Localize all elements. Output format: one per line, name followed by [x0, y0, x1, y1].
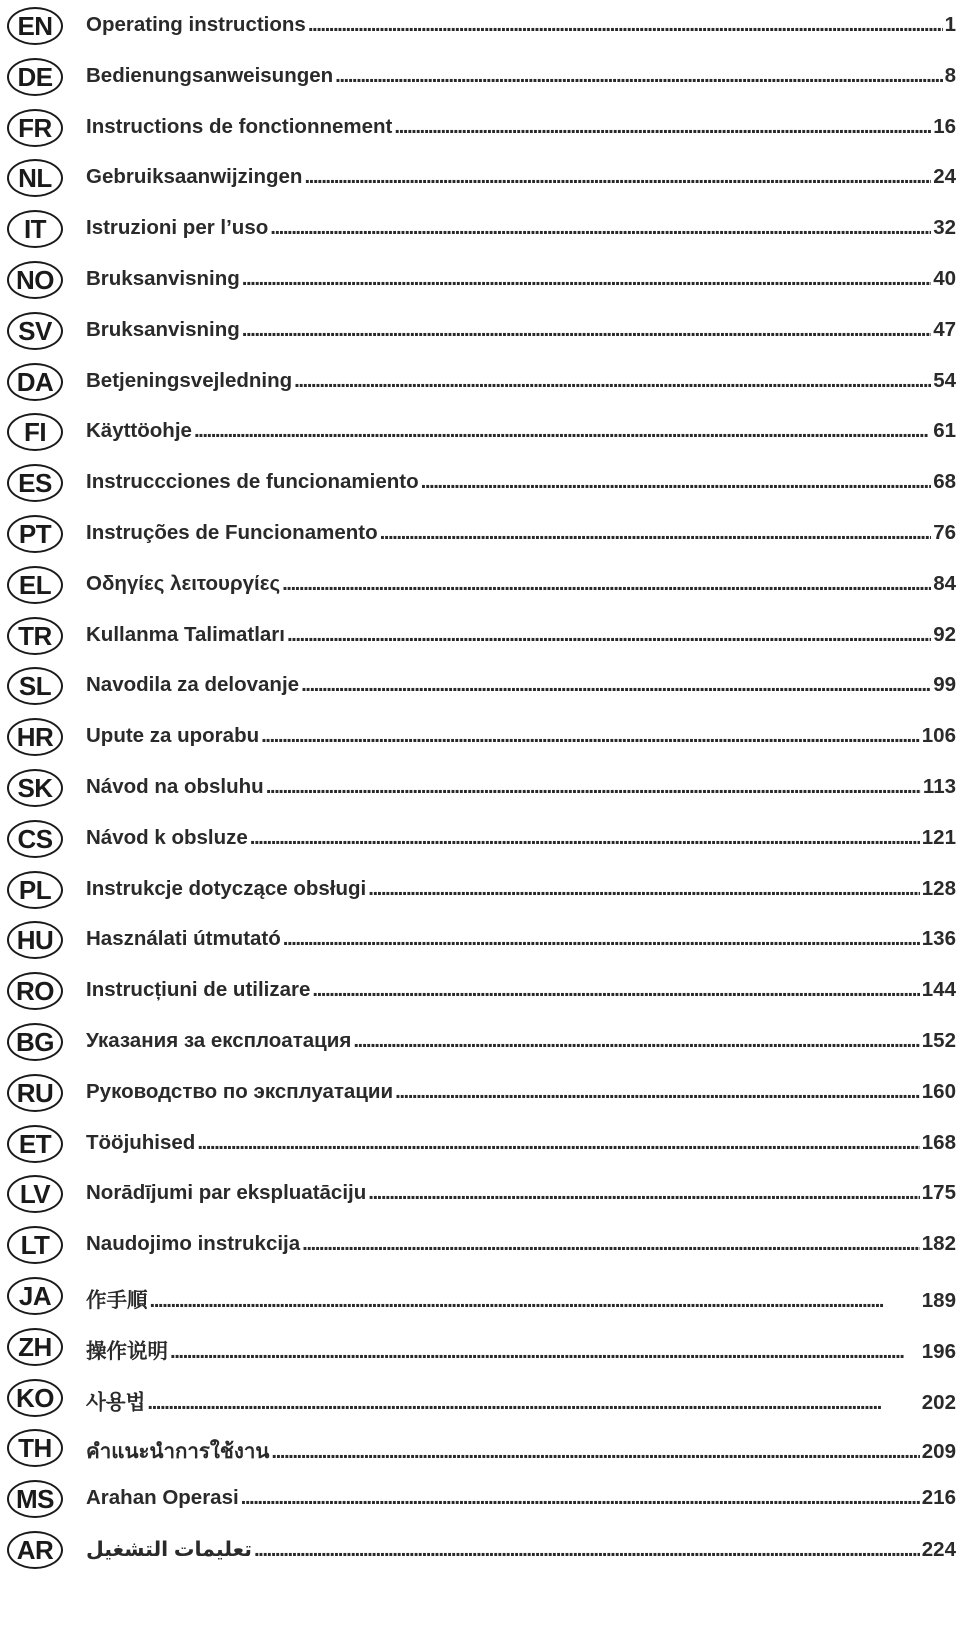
dot-leader	[170, 1340, 920, 1364]
toc-entry-th[interactable]	[0, 1422, 960, 1474]
toc-entry-title: Kullanma Talimatları	[86, 622, 285, 646]
toc-entry-line	[86, 470, 956, 496]
toc-entry-page: 209	[921, 1440, 956, 1464]
toc-entry-title: Instrucțiuni de utilizare	[86, 978, 311, 1002]
toc-entry-title: Tööjuhised	[86, 1130, 196, 1154]
toc-entry-page: 113	[922, 775, 956, 798]
toc-entry-title: Οδηγίες λειτουργίες	[86, 571, 281, 595]
toc-entry-line	[86, 521, 956, 547]
toc-entry-es[interactable]	[0, 457, 960, 509]
language-badge-lv: LV	[7, 1175, 63, 1213]
dot-leader	[242, 267, 931, 291]
toc-entry-lv[interactable]	[0, 1168, 960, 1220]
dot-leader	[301, 673, 931, 697]
dot-leader	[335, 64, 942, 88]
toc-entry-page: 160	[921, 1079, 956, 1103]
toc-entry-title: Bruksanvisning	[86, 267, 240, 290]
toc-entry-title: Gebruiksaanwijzingen	[86, 165, 303, 189]
toc-entry-title: Käyttöohje	[86, 419, 192, 443]
dot-leader	[368, 1181, 920, 1205]
dot-leader	[283, 927, 920, 951]
language-badge-ja: JA	[7, 1277, 63, 1315]
dot-leader	[368, 877, 920, 901]
toc-entry-page: 8	[944, 63, 956, 87]
dot-leader	[270, 216, 931, 240]
language-badge-tr: TR	[7, 617, 63, 655]
language-badge-lt: LT	[7, 1226, 63, 1264]
toc-entry-hr[interactable]	[0, 711, 960, 763]
toc-entry-bg[interactable]	[0, 1016, 960, 1068]
toc-entry-page: 196	[921, 1339, 956, 1363]
language-badge-nl: NL	[7, 159, 63, 197]
toc-entry-line	[86, 1486, 956, 1512]
language-badge-es: ES	[7, 464, 63, 502]
toc-entry-title: Operating instructions	[86, 13, 306, 36]
toc-entry-line	[86, 877, 956, 903]
toc-entry-ko[interactable]	[0, 1372, 960, 1424]
toc-entry-line	[86, 775, 956, 801]
toc-entry-page: 216	[921, 1486, 956, 1510]
toc-entry-pt[interactable]	[0, 508, 960, 560]
toc-entry-page: 189	[921, 1289, 956, 1312]
dot-leader	[241, 1486, 920, 1510]
toc-entry-nl[interactable]	[0, 152, 960, 204]
toc-entry-line	[86, 165, 956, 191]
language-badge-fi: FI	[7, 413, 63, 451]
toc-entry-line	[86, 673, 956, 699]
toc-entry-line	[86, 1029, 956, 1055]
toc-entry-title: 사용법	[86, 1390, 146, 1414]
toc-entry-ms[interactable]	[0, 1473, 960, 1525]
toc-entry-fr[interactable]	[0, 102, 960, 154]
toc-entry-title: Указания за експлоатация	[86, 1029, 352, 1052]
toc-entry-title: Instruções de Funcionamento	[86, 521, 378, 544]
language-badge-fr: FR	[7, 109, 63, 147]
toc-entry-line	[86, 419, 956, 445]
toc-entry-title: Betjeningsvejledning	[86, 368, 293, 392]
dot-leader	[254, 1538, 920, 1562]
dot-leader	[304, 165, 931, 189]
toc-entry-page: 40	[933, 267, 956, 290]
toc-entry-page: 99	[933, 673, 956, 697]
toc-entry-page: 1	[944, 13, 956, 36]
language-badge-sk: SK	[7, 769, 63, 807]
toc-entry-et[interactable]	[0, 1118, 960, 1170]
dot-leader	[394, 115, 931, 139]
toc-entry-page: 144	[921, 978, 956, 1002]
toc-entry-title: تعليمات التشغيل	[86, 1538, 252, 1561]
toc-entry-page: 136	[921, 927, 956, 951]
toc-entry-title: Norādījumi par ekspluatāciju	[86, 1181, 367, 1205]
toc-entry-page: 76	[933, 521, 956, 544]
toc-entry-no[interactable]	[0, 254, 960, 306]
language-badge-en: EN	[7, 7, 63, 45]
dot-leader	[380, 521, 932, 545]
language-badge-el: EL	[7, 566, 63, 604]
toc-entry-title: Bruksanvisning	[86, 317, 240, 341]
dot-leader	[147, 1391, 919, 1415]
toc-entry-line	[86, 1334, 956, 1363]
toc-entry-title: Bedienungsanweisungen	[86, 63, 334, 87]
toc-entry-line	[86, 216, 956, 242]
toc-entry-page: 61	[933, 419, 956, 443]
toc-entry-fi[interactable]	[0, 406, 960, 458]
toc-entry-page: 24	[933, 165, 956, 189]
toc-entry-title: Istruzioni per l’uso	[86, 216, 269, 240]
toc-entry-de[interactable]	[0, 51, 960, 103]
toc-entry-sv[interactable]	[0, 305, 960, 357]
toc-entry-line	[86, 369, 956, 395]
toc-entry-page: 224	[921, 1538, 956, 1561]
toc-entry-line	[86, 927, 956, 953]
dot-leader	[294, 369, 931, 393]
toc-entry-en[interactable]	[0, 0, 960, 52]
dot-leader	[287, 623, 931, 647]
language-badge-zh: ZH	[7, 1328, 63, 1366]
toc-entry-ja[interactable]	[0, 1270, 960, 1322]
language-badge-ko: KO	[7, 1379, 63, 1417]
language-badge-da: DA	[7, 363, 63, 401]
toc-entry-da[interactable]	[0, 356, 960, 408]
dot-leader	[266, 775, 921, 799]
toc-entry-title: Használati útmutató	[86, 927, 281, 951]
language-badge-sv: SV	[7, 312, 63, 350]
toc-entry-page: 128	[921, 876, 956, 900]
dot-leader	[250, 826, 920, 850]
dot-leader	[197, 1131, 919, 1155]
toc-entry-page: 16	[933, 114, 956, 138]
toc-entry-it[interactable]	[0, 203, 960, 255]
toc-entry-line	[86, 115, 956, 141]
toc-entry-title: Navodila za delovanje	[86, 673, 300, 697]
toc-entry-title: Instruccciones de funcionamiento	[86, 470, 419, 494]
toc-entry-tr[interactable]	[0, 610, 960, 662]
dot-leader	[150, 1289, 920, 1313]
toc-entry-page: 47	[933, 317, 956, 341]
dot-leader	[282, 572, 931, 596]
toc-entry-line	[86, 1232, 956, 1258]
language-badge-hu: HU	[7, 921, 63, 959]
toc-entry-line	[86, 1181, 956, 1207]
toc-entry-title: 操作说明	[86, 1339, 168, 1363]
language-badge-ru: RU	[7, 1074, 63, 1112]
language-badge-ms: MS	[7, 1480, 63, 1518]
toc-entry-page: 175	[921, 1181, 956, 1205]
language-badge-et: ET	[7, 1125, 63, 1163]
toc-entry-page: 32	[933, 216, 956, 240]
toc-entry-line	[86, 13, 956, 39]
toc-entry-line	[86, 1080, 956, 1106]
dot-leader	[308, 13, 943, 37]
toc-entry-cs[interactable]	[0, 813, 960, 865]
toc-entry-page: 182	[921, 1232, 956, 1256]
language-badge-it: IT	[7, 210, 63, 248]
language-badge-sl: SL	[7, 667, 63, 705]
toc-entry-line	[86, 978, 956, 1004]
language-badge-th: TH	[7, 1429, 63, 1467]
dot-leader	[271, 1440, 919, 1464]
toc-entry-title: Руководство по эксплуатации	[86, 1079, 394, 1103]
language-badge-pl: PL	[7, 871, 63, 909]
toc-entry-page: 202	[921, 1390, 956, 1414]
toc-entry-line	[86, 724, 956, 750]
dot-leader	[302, 1232, 920, 1256]
toc-entry-page: 92	[933, 622, 956, 646]
toc-entry-line	[86, 318, 956, 344]
toc-entry-page: 68	[933, 470, 956, 494]
language-badge-cs: CS	[7, 820, 63, 858]
toc-entry-title: Návod na obsluhu	[86, 775, 264, 798]
toc-entry-title: Instrukcje dotyczące obsługi	[86, 876, 367, 900]
toc-entry-title: 作手順	[86, 1289, 148, 1312]
toc-entry-hu[interactable]	[0, 914, 960, 966]
toc-entry-ro[interactable]	[0, 965, 960, 1017]
toc-entry-ar[interactable]	[0, 1524, 960, 1576]
toc-entry-page: 84	[933, 571, 956, 595]
dot-leader	[312, 978, 919, 1002]
toc-entry-title: Instructions de fonctionnement	[86, 114, 393, 138]
toc-entry-lt[interactable]	[0, 1219, 960, 1271]
toc-entry-sk[interactable]	[0, 762, 960, 814]
toc-entry-title: Arahan Operasi	[86, 1486, 239, 1510]
toc-entry-ru[interactable]	[0, 1067, 960, 1119]
language-badge-ro: RO	[7, 972, 63, 1010]
toc-entry-line	[86, 1537, 956, 1563]
language-badge-de: DE	[7, 58, 63, 96]
toc-entry-title: Návod k obsluze	[86, 825, 248, 849]
dot-leader	[353, 1029, 919, 1053]
toc-entry-page: 152	[921, 1029, 956, 1052]
toc-entry-page: 168	[921, 1130, 956, 1154]
toc-entry-page: 54	[933, 368, 956, 392]
dot-leader	[194, 419, 931, 443]
toc-entry-line	[86, 1385, 956, 1414]
dot-leader	[261, 724, 920, 748]
toc-entry-line	[86, 1435, 956, 1464]
language-badge-hr: HR	[7, 718, 63, 756]
toc-entry-sl[interactable]	[0, 660, 960, 712]
toc-entry-title: Upute za uporabu	[86, 724, 260, 748]
toc-entry-page: 106	[921, 724, 956, 748]
toc-entry-line	[86, 572, 956, 598]
language-badge-ar: AR	[7, 1531, 63, 1569]
toc-entry-el[interactable]	[0, 559, 960, 611]
dot-leader	[395, 1080, 920, 1104]
toc-entry-line	[86, 826, 956, 852]
toc-entry-title: คำแนะนำการใช้งาน	[86, 1440, 270, 1464]
language-badge-bg: BG	[7, 1023, 63, 1061]
toc-entry-line	[86, 1131, 956, 1157]
toc-entry-page: 121	[921, 825, 956, 849]
toc-entry-zh[interactable]	[0, 1321, 960, 1373]
toc-entry-pl[interactable]	[0, 864, 960, 916]
toc-entry-line	[86, 64, 956, 90]
toc-entry-line	[86, 267, 956, 293]
toc-entry-title: Naudojimo instrukcija	[86, 1232, 301, 1256]
toc-entry-line	[86, 623, 956, 649]
language-badge-pt: PT	[7, 515, 63, 553]
language-badge-no: NO	[7, 261, 63, 299]
toc-entry-line	[86, 1283, 956, 1312]
dot-leader	[242, 318, 931, 342]
dot-leader	[421, 470, 932, 494]
